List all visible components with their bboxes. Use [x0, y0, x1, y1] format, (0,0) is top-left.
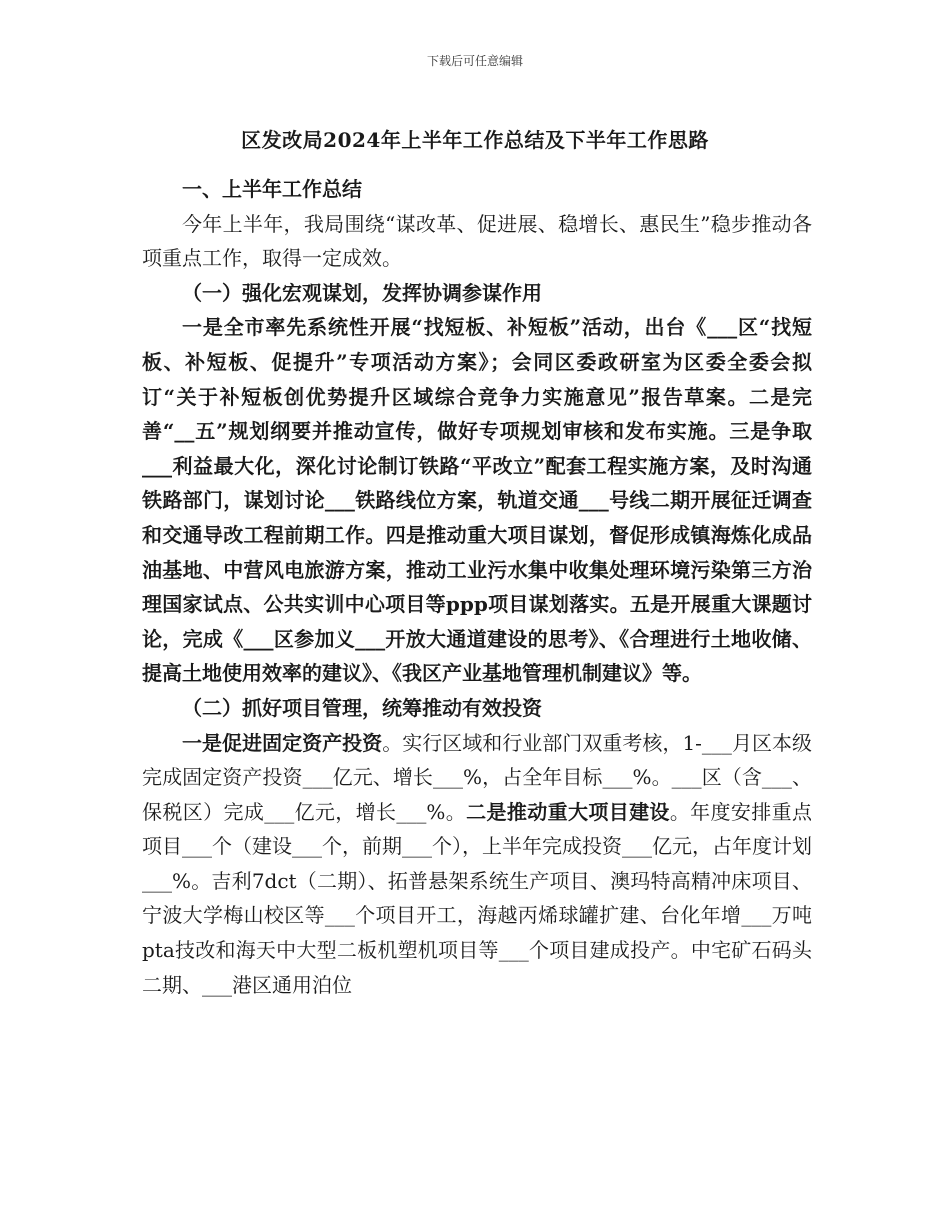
- key-point-2: 二是推动重大项目建设: [466, 799, 670, 824]
- header-note: 下载后可任意编辑: [426, 54, 523, 68]
- subsection-heading-2: （二）抓好项目管理，统筹推动有效投资: [182, 695, 542, 720]
- key-point-1-text: 。实行区域和行业部门双重考核，1-___月区本级完成固定资产投资___亿元、增长___%，占全年目标___%。___区（含___、保税区）完成___亿元，增长___%。: [142, 730, 813, 824]
- subsection-2-paragraph: [142, 726, 812, 1003]
- key-point-2-text: 。年度安排重点项目___个（建设___个，前期___个），上半年完成投资___亿元，占年度计划___%。吉利7dct（二期）、拓普悬架系统生产项目、澳玛特高精冲床项目、宁波大学梅山校区等___个项目开工，海越丙烯球罐扩建、台化年增___万吨pta技改和海天中大型二板机塑机项目等___个项目建成投产。中宅矿石码头二期、___港区通用泊位: [142, 799, 813, 997]
- document-title: 区发改局2024年上半年工作总结及下半年工作思路: [241, 128, 709, 152]
- section-heading-1: 一、上半年工作总结: [182, 177, 362, 201]
- intro-paragraph: 今年上半年，我局围绕“谋改革、促进展、稳增长、惠民生”稳步推动各项重点工作，取得一定成效。: [142, 211, 812, 271]
- subsection-heading-1: （一）强化宏观谋划，发挥协调参谋作用: [182, 280, 542, 305]
- document-body: [142, 172, 812, 1002]
- subsection-1-paragraph: 一是全市率先系统性开展“找短板、补短板”活动，出台《___区“找短板、补短板、促提升”专项活动方案》；会同区委政研室为区委全委会拟订“关于补短板创优势提升区域综合竞争力实施意见”报告草案。二是完善“__五”规划纲要并推动宣传，做好专项规划审核和发布实施。三是争取___利益最大化，深化讨论制订铁路“平改立”配套工程实施方案，及时沟通铁路部门，谋划讨论___铁路线位方案，轨道交通___号线二期开展征迁调查和交通导改工程前期工作。四是推动重大项目谋划，督促形成镇海炼化成品油基地、中营风电旅游方案，推动工业污水集中收集处理环境污染第三方治理国家试点、公共实训中心项目等ppp项目谋划落实。五是开展重大课题讨论，完成《___区参加义___开放大通道建设的思考》、《合理进行土地收储、提高土地使用效率的建议》、《我区产业基地管理机制建议》等。: [142, 315, 812, 686]
- key-point-1: 一是促进固定资产投资: [182, 730, 383, 755]
